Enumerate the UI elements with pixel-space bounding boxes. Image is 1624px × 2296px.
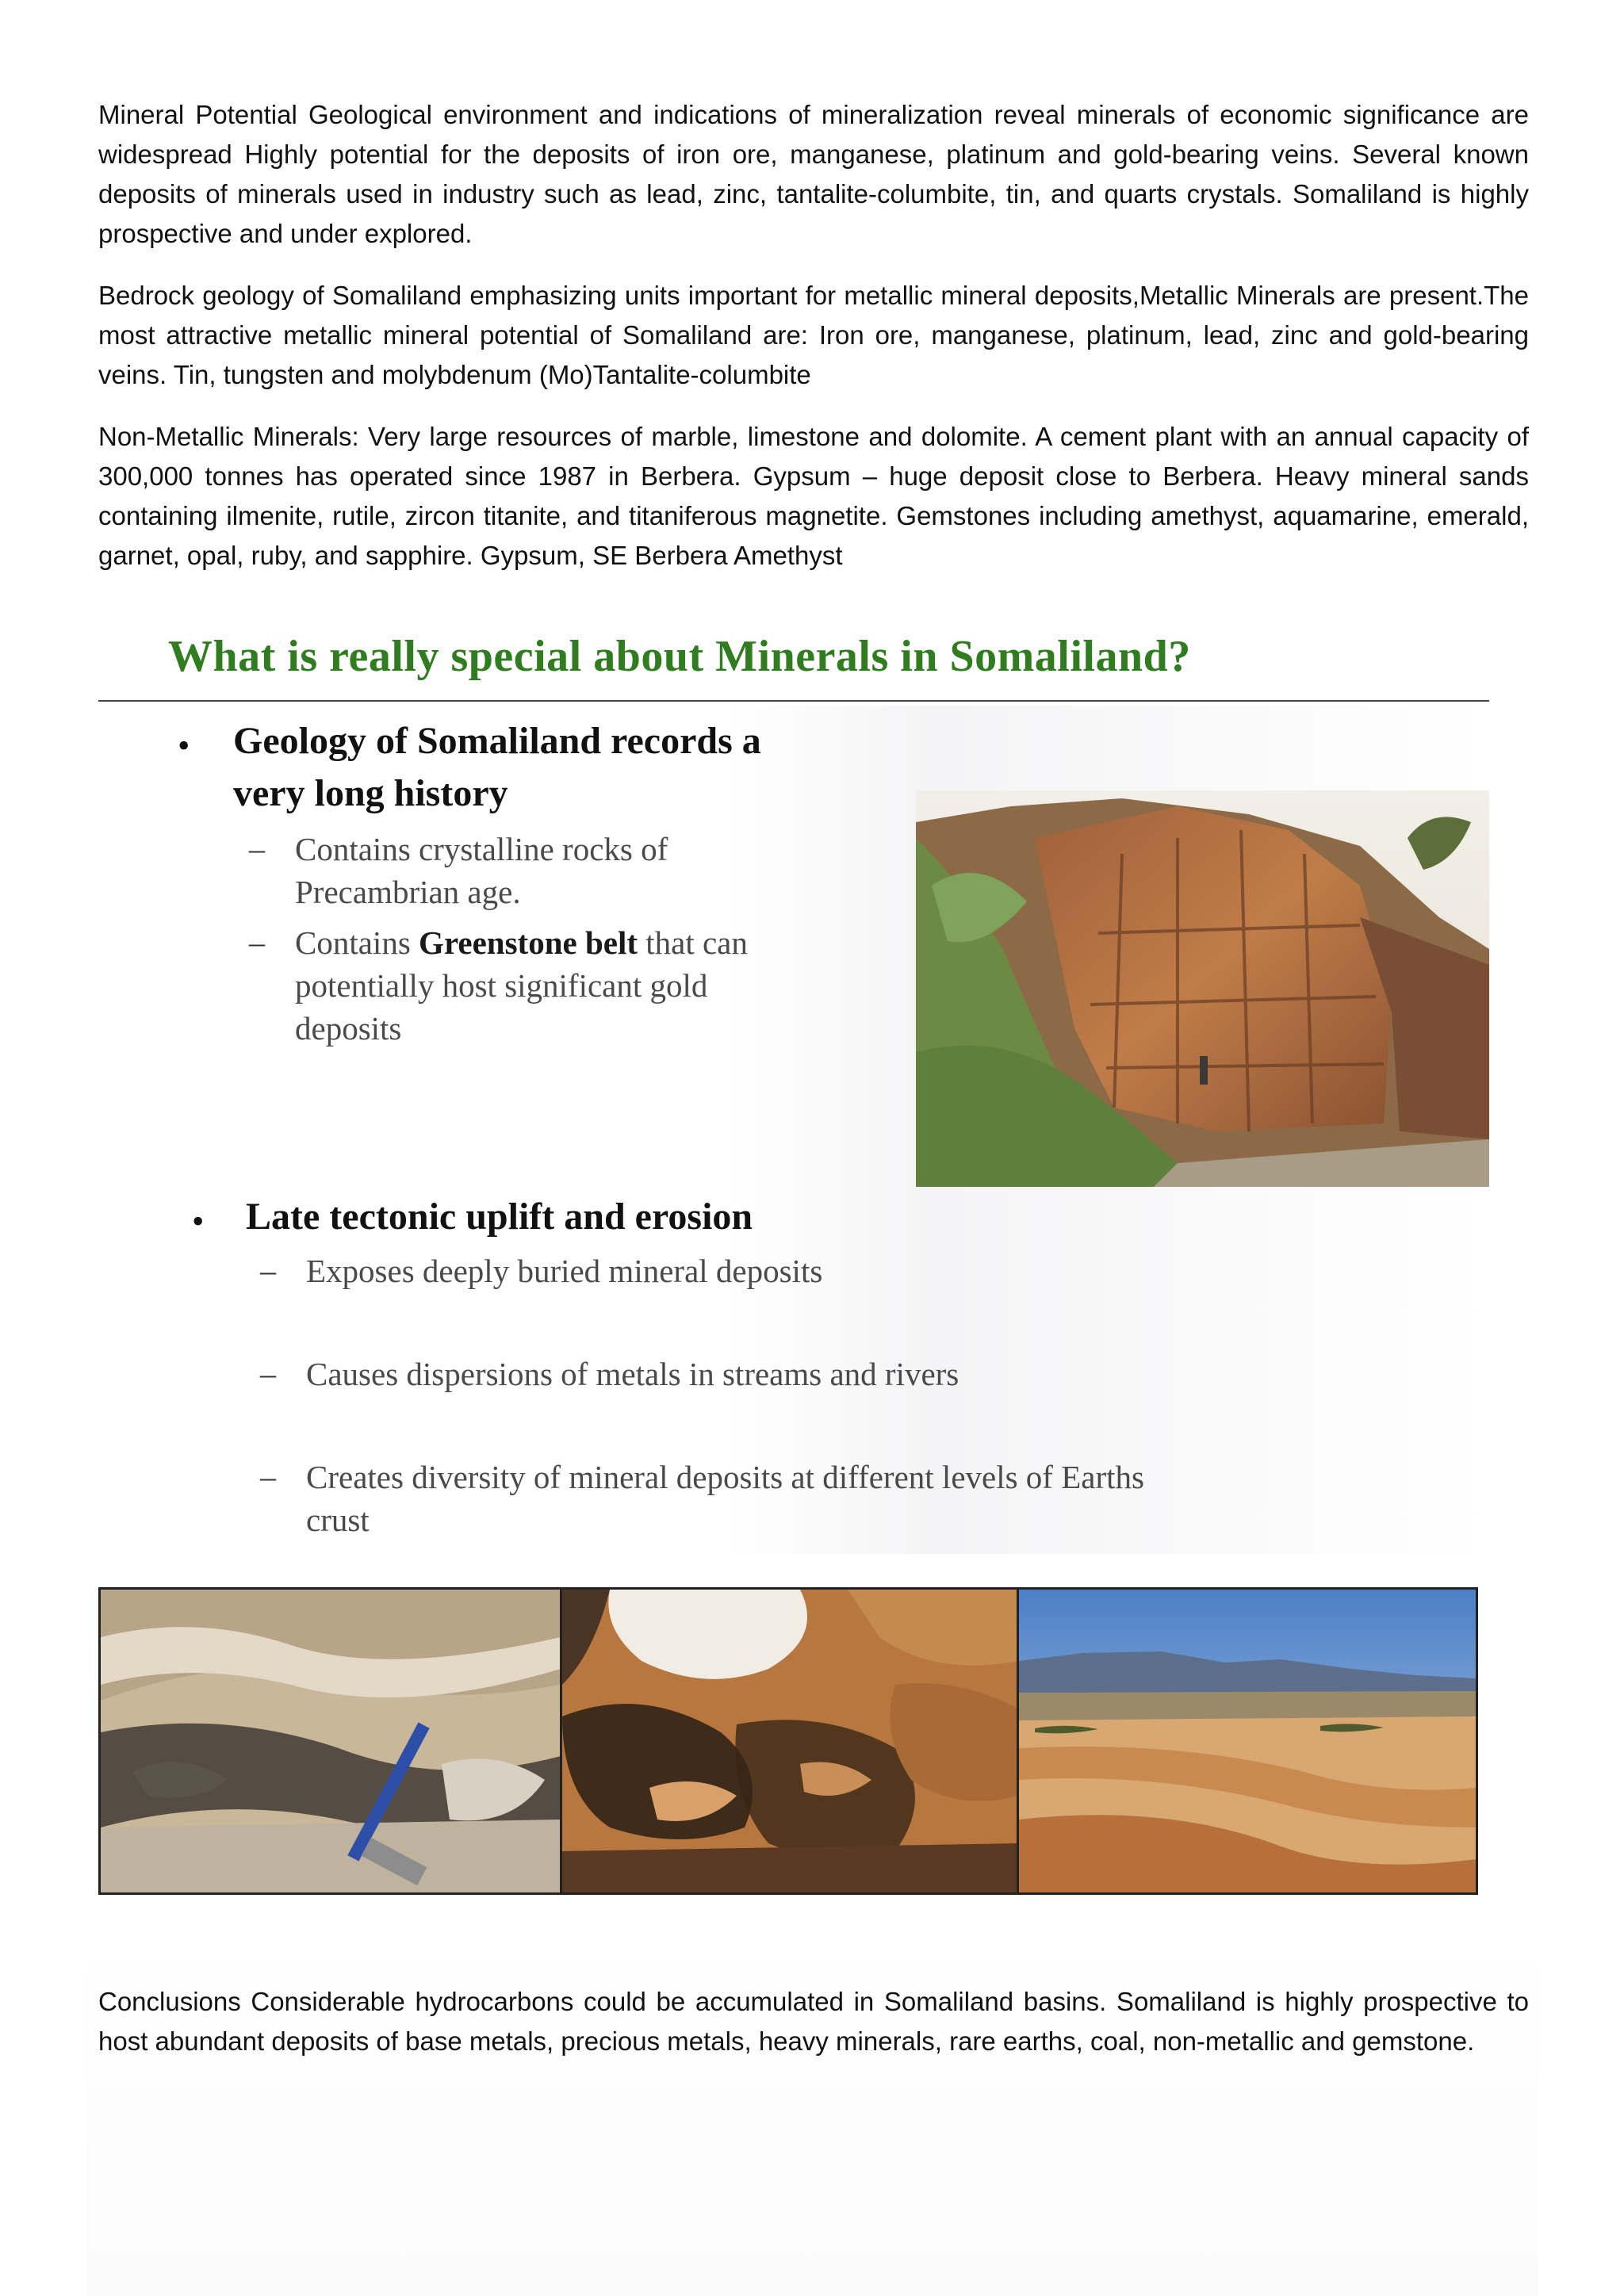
- sub-bullet-line: [295, 921, 748, 964]
- bullet-line: Geology of Somaliland records a: [233, 720, 761, 762]
- stream-landscape-image: [1019, 1590, 1476, 1892]
- paragraph-non-metallic-minerals: Non-Metallic Minerals: Very large resources of marble, limestone and dolomite. A cement plant with an annual capacity of 300,000 tonnes has operated since 1987 in Berbera. Gypsum – huge deposit close to Berbera. Heavy mineral sands containing ilmenite, rutile, zircon titanite, and titaniferous magnetite. Gemstones including amethyst, aquamarine, emerald, garnet, opal, ruby, and sapphire. Gypsum, SE Berbera Amethyst: [98, 422, 1529, 570]
- sub-bullet-greenstone-belt: [295, 921, 748, 1050]
- sub-bullet-line: Contains crystalline rocks of: [295, 831, 668, 867]
- sub-bullet-dispersions: Causes dispersions of metals in streams and rivers: [306, 1356, 959, 1392]
- greenstone-belt-emphasis: Greenstone belt: [419, 924, 638, 961]
- bullet-geology-history: [233, 715, 761, 820]
- sub-bullet-line: Creates diversity of mineral deposits at different levels of Earths: [306, 1459, 1144, 1495]
- sub-bullet-text: that can: [638, 924, 748, 961]
- sub-bullet-line: Precambrian age.: [295, 874, 521, 910]
- photo-strip: [98, 1587, 1478, 1895]
- rock-hammer-photo: [101, 1590, 560, 1892]
- dash-marker: –: [260, 1253, 276, 1288]
- mineral-deposit-image: [562, 1590, 1017, 1892]
- sub-bullet-crystalline-rocks: [295, 828, 668, 913]
- sub-bullet-line: crust: [306, 1502, 370, 1538]
- paragraph-mineral-potential: Mineral Potential Geological environment and indications of mineralization reveal minerals of economic significance are widespread Highly potential for the deposits of iron ore, manganese, platinum and gold-bearing veins. Several known deposits of minerals used in industry such as lead, zinc, tantalite-columbite, tin, and quarts crystals. Somaliland is highly prospective and under explored.: [98, 100, 1529, 248]
- sub-bullet-exposes-deposits: Exposes deeply buried mineral deposits: [306, 1253, 823, 1289]
- embedded-slide: [98, 618, 1489, 1554]
- paragraph-conclusions: Conclusions Considerable hydrocarbons could be accumulated in Somaliland basins. Somaliland is highly prospective to host abundant deposits of base metals, precious metals, heavy minerals, rare earths, coal, non-metallic and gemstone.: [98, 1987, 1529, 2056]
- dash-marker: –: [249, 831, 265, 867]
- sub-bullet-text: Contains: [295, 924, 419, 961]
- slide-title: What is really special about Minerals in Somaliland?: [168, 632, 1191, 681]
- cliff-outcrop-image: [916, 790, 1489, 1187]
- bullet-line: very long history: [233, 772, 508, 814]
- mineral-deposit-photo: [562, 1590, 1017, 1892]
- dash-marker: –: [260, 1356, 276, 1391]
- sub-bullet-line: potentially host significant gold: [295, 967, 708, 1004]
- bullet-dot: •: [178, 726, 190, 765]
- slide-title-rule: [98, 700, 1489, 702]
- cliff-outcrop-photo: [916, 790, 1489, 1187]
- sub-bullet-line: deposits: [295, 1010, 402, 1047]
- paragraph-bedrock-geology: Bedrock geology of Somaliland emphasizing units important for metallic mineral deposits,Metallic Minerals are present.The most attractive metallic mineral potential of Somaliland are: Iron ore, manganese, platinum, lead, zinc and gold-bearing veins. Tin, tungsten and molybdenum (Mo)Tantalite-columbite: [98, 281, 1529, 389]
- stream-landscape-photo: [1019, 1590, 1476, 1892]
- bullet-tectonic-uplift: Late tectonic uplift and erosion: [246, 1196, 753, 1238]
- sub-bullet-diversity: [306, 1456, 1144, 1541]
- dash-marker: –: [249, 924, 265, 960]
- bullet-dot: •: [192, 1202, 205, 1241]
- dash-marker: –: [260, 1459, 276, 1494]
- rock-hammer-image: [101, 1590, 560, 1892]
